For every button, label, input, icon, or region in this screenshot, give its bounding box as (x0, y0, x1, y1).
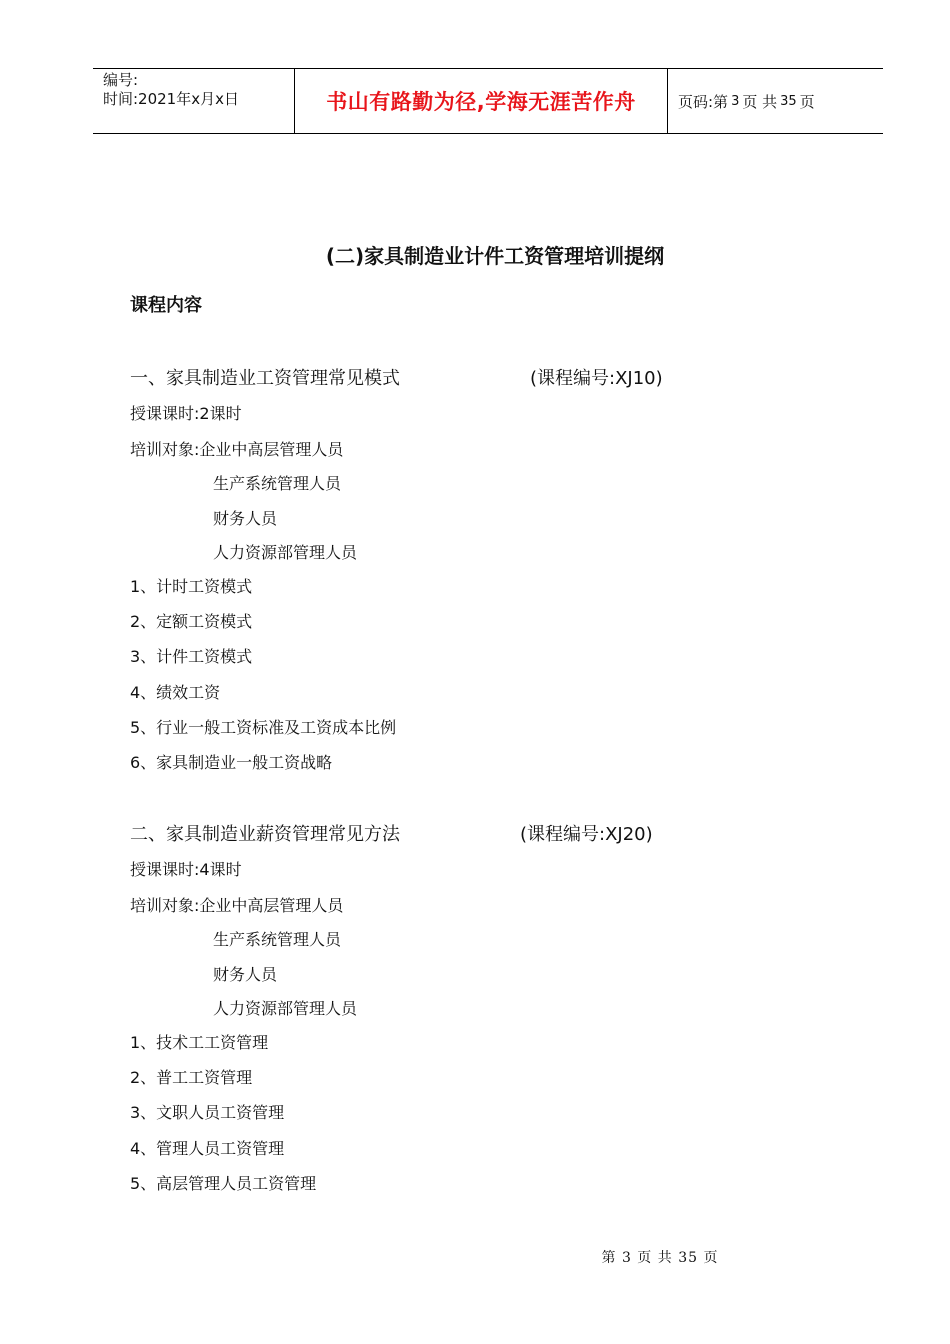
course-1-audience-item: 人力资源部管理人员 (213, 543, 358, 562)
course-1-item: 2、定额工资模式 (130, 612, 253, 631)
course-1-item: 4、绩效工资 (130, 683, 221, 702)
page-current: 3 (731, 93, 740, 109)
course-2-audience: 培训对象:企业中高层管理人员 (130, 896, 344, 915)
header-motto: 书山有路勤为径,学海无涯苦作舟 (326, 90, 636, 114)
course-2-code: (课程编号:XJ20) (520, 824, 653, 845)
course-1-item: 6、家具制造业一般工资战略 (130, 753, 333, 772)
course-1-item: 5、行业一般工资标准及工资成本比例 (130, 718, 397, 737)
course-1-audience-item: 财务人员 (213, 509, 278, 528)
course-2-item: 3、文职人员工资管理 (130, 1103, 285, 1122)
course-2-item: 4、管理人员工资管理 (130, 1139, 285, 1158)
page-total: 35 (780, 93, 797, 109)
course-1-item: 1、计时工资模式 (130, 577, 253, 596)
document-title: (二)家具制造业计件工资管理培训提纲 (325, 244, 665, 268)
page-header (93, 68, 883, 134)
course-2-item: 1、技术工工资管理 (130, 1033, 269, 1052)
course-1-audience: 培训对象:企业中高层管理人员 (130, 440, 344, 459)
course-2-audience-item: 人力资源部管理人员 (213, 999, 358, 1018)
page-footer: 第 3 页 共 35 页 (601, 1250, 719, 1266)
course-2-item: 2、普工工资管理 (130, 1068, 253, 1087)
course-2-audience-item: 生产系统管理人员 (213, 930, 342, 949)
course-1-code: (课程编号:XJ10) (530, 368, 663, 389)
header-page-info (668, 69, 883, 133)
course-1-audience-item: 生产系统管理人员 (213, 474, 342, 493)
page-label-mid: 页 共 (742, 92, 778, 111)
course-2-audience-item: 财务人员 (213, 965, 278, 984)
section-heading: 课程内容 (130, 295, 202, 316)
course-2-item: 5、高层管理人员工资管理 (130, 1174, 317, 1193)
header-motto-cell (295, 69, 668, 133)
course-2-title: 二、家具制造业薪资管理常见方法 (130, 824, 400, 845)
page-label-prefix: 页码:第 (678, 92, 729, 111)
course-1-item: 3、计件工资模式 (130, 647, 253, 666)
document-time-label: 时间:2021年x月x日 (103, 90, 239, 108)
header-meta (93, 69, 295, 133)
page-label-suffix: 页 (799, 92, 815, 111)
document-number-label: 编号: (103, 71, 139, 89)
course-1-hours: 授课课时:2课时 (130, 404, 242, 423)
course-2-hours: 授课课时:4课时 (130, 860, 242, 879)
course-1-title: 一、家具制造业工资管理常见模式 (130, 368, 400, 389)
